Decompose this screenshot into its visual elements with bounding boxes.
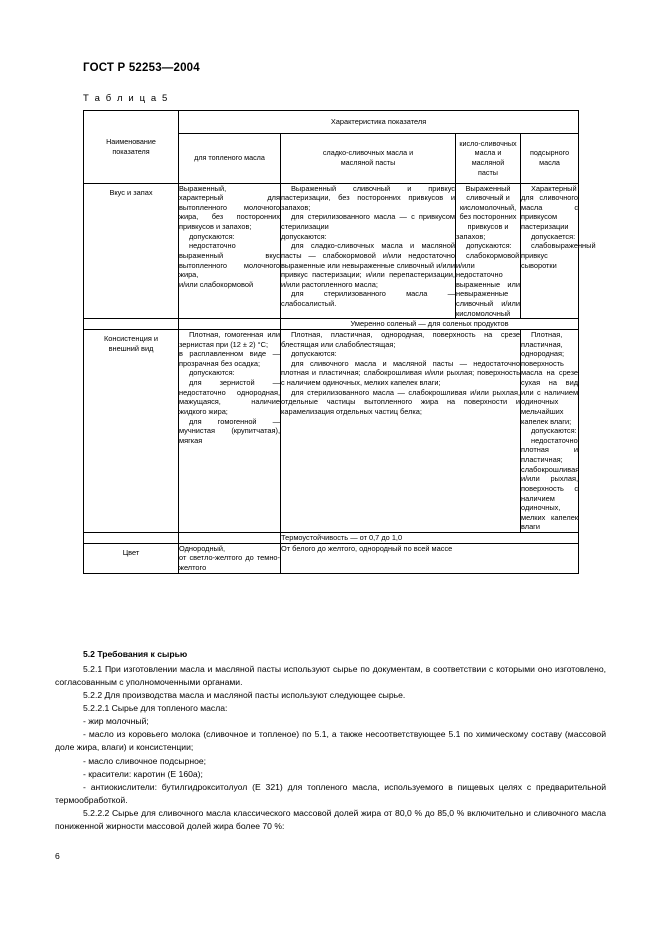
cell-color-merged: От белого до желтого, однородный по всей массе [281, 543, 579, 573]
spacer-cell [179, 533, 281, 544]
cell-taste-col3 [456, 183, 521, 319]
spacer-cell [179, 319, 281, 330]
header-subcol-sweet-cream-line2: масляной пасты [340, 158, 396, 168]
cell-text: от светло-желтого до темно-желтого [179, 553, 280, 572]
header-indicator-name-line2: показателя [112, 146, 150, 156]
cell-text: и/или слабокормовой [179, 279, 254, 289]
cell-text: характерный для вытопленного молочного жира, без посторонних привкусов и запахов; [179, 193, 280, 231]
cell-text: для стерилизованного масла — с привкусом стерилизации [281, 212, 455, 231]
table-row [84, 543, 579, 573]
header-subcol-sweet-cream [281, 133, 456, 183]
table-subrow [84, 319, 579, 330]
specification-table [83, 110, 596, 574]
table-row [84, 183, 579, 319]
cell-taste-col2 [281, 183, 456, 319]
standard-id-header: ГОСТ Р 52253—2004 [83, 62, 200, 74]
cell-text: допускаются: [189, 231, 235, 241]
cell-text: допускаются: [281, 231, 327, 241]
cell-text: для стерилизованного масла — слабокрошливая и/или рыхлая, отдельные частицы вытопленного жира на поверхности и карамелизация отдельных частиц белка; [281, 387, 520, 416]
cell-taste-col1 [179, 183, 281, 319]
paragraph-5-2-2-2: 5.2.2.2 Сырье для сливочного масла классического массовой долей жира от 80,0 % до 85,0 % включительно и сливочного масла пониженной жирности массовой долей жира более 70 %: [55, 807, 606, 831]
header-subcol-sour-cream-line2: масла и масляной [471, 148, 505, 168]
cell-text: для гомогенной — мучнистая (крупитчатая), мягкая [179, 416, 280, 445]
cell-taste-col4 [521, 183, 596, 319]
cell-text: Однородный, [179, 543, 226, 553]
row-label-line1: Консистенция и [103, 333, 159, 343]
header-indicator-name [84, 111, 179, 184]
cell-text: для зернистой — недостаточно однородная, мажущаяся, наличие жидкого жира; [179, 378, 280, 416]
table-header-row-group [84, 111, 579, 134]
cell-text: недостаточно выраженный вкус вытопленного молочного жира, [179, 241, 280, 280]
cell-text: Выраженный сливочный и кисломолочный, без посторонних привкусов и запахов; [456, 183, 517, 241]
cell-text: слабокормовой и/или недостаточно выраженные или невыраженные сливочный и/или кисломолочный [456, 250, 520, 318]
paragraph-5-2-2: 5.2.2 Для производства масла и масляной пасты используют следующее сырье. [83, 690, 406, 701]
row-label-taste-smell: Вкус и запах [84, 183, 179, 319]
cell-text: Плотная, пластичная, однородная; поверхность масла на срезе сухая на вид или с наличием одиночных мельчайших капелек влаги; [521, 329, 579, 426]
cell-text: для сливочного масла и масляной пасты — недостаточно плотная и пластичная; слабокрошливая и/или рыхлая; поверхность с наличием одиночных, мелких капелек влаги; [281, 358, 520, 387]
body-text-section [55, 648, 606, 833]
row-label-color: Цвет [84, 543, 179, 573]
cell-text: допускаются: [531, 426, 577, 436]
header-subcol-sweet-cream-line1: сладко-сливочных масла и [322, 148, 414, 158]
table-caption: Т а б л и ц а 5 [83, 93, 169, 104]
cell-color-col1 [179, 543, 281, 573]
cell-text: Плотная, пластичная, однородная, поверхность на срезе блестящая или слабоблестящая; [281, 329, 520, 349]
row-label-line2: внешний вид [108, 343, 154, 353]
header-subcol-sour-cream [456, 133, 521, 183]
cell-text: Выраженный, [179, 183, 227, 193]
header-characteristic-group: Характеристика показателя [179, 111, 579, 134]
page-number: 6 [55, 851, 60, 861]
table-row [84, 329, 579, 532]
row-label-consistency [84, 329, 179, 532]
cell-text: недостаточно плотная и пластичная; слабокрошливая и/или рыхлая, поверхность с наличием одиночных, мелких капелек влаги [521, 435, 580, 532]
header-subcol-melted-butter: для топленого масла [179, 133, 281, 183]
cell-text: Характерный для сливочного масла с привкусом пастеризации [521, 183, 579, 231]
cell-consistency-col4 [521, 329, 579, 532]
spacer-cell [84, 533, 179, 544]
section-heading-5-2: 5.2 Требования к сырью [83, 649, 188, 659]
cell-consistency-col1 [179, 329, 281, 532]
header-subcol-sour-cream-line1: кисло-сливочных [459, 138, 517, 148]
cell-text: допускаются: [466, 241, 512, 251]
cell-consistency-col2 [281, 329, 521, 532]
list-item: - антиокислители: бутилгидрокситолуол (Е 321) для топленого масла, используемого в пищевых целях с предварительной термообработкой. [55, 781, 606, 805]
list-item: - масло из коровьего молока (сливочное и топленое) по 5.1, а также несоответствующее 5.1 по химическому составу (массовой доле жира, влаги) и консистенции; [55, 729, 606, 753]
list-item: - масло сливочное подсырное; [83, 755, 207, 766]
cell-text: для стерилизованного масла — слабосалистый. [281, 289, 455, 308]
list-item: - жир молочный; [83, 716, 149, 727]
paragraph-5-2-1: 5.2.1 При изготовлении масла и масляной пасты используют сырье по документам, в соответствии с которыми оно изготовлено, согласованным с уполномоченными органами. [55, 664, 606, 688]
cell-text: Плотная, гомогенная или зернистая при (12 ± 2) °С; [179, 329, 280, 349]
header-indicator-name-line1: Наименование [106, 137, 156, 147]
cell-text: в расплавленном виде — прозрачная без осадка; [179, 349, 280, 368]
header-subcol-sour-cream-line3: пасты [478, 167, 498, 177]
cell-text: допускаются: [291, 349, 337, 359]
cell-text: Выраженный сливочный и привкус пастеризации, без посторонних привкусов и запахов; [281, 183, 455, 212]
spacer-cell [84, 319, 179, 330]
cell-text: допускается: [531, 231, 576, 241]
table-subrow [84, 533, 579, 544]
paragraph-5-2-2-1: 5.2.2.1 Сырье для топленого масла: [83, 703, 228, 714]
header-subcol-cheese-butter: подсырного масла [521, 133, 579, 183]
subrow-salted-note: Умеренно соленый — для соленых продуктов [281, 319, 579, 330]
cell-text: для сладко-сливочных масла и масляной пасты — слабокормовой и/или недостаточно выраженные или невыраженные сливочный и/или привкус пастеризации; и/или перепастеризации, и/или растопленного масла; [281, 241, 455, 289]
cell-text: допускаются: [189, 368, 235, 378]
cell-text: слабовыраженный привкус сыворотки [521, 241, 596, 270]
subrow-thermostability-note: Термоустойчивость — от 0,7 до 1,0 [281, 533, 579, 544]
list-item: - красители: каротин (Е 160а); [83, 768, 203, 779]
